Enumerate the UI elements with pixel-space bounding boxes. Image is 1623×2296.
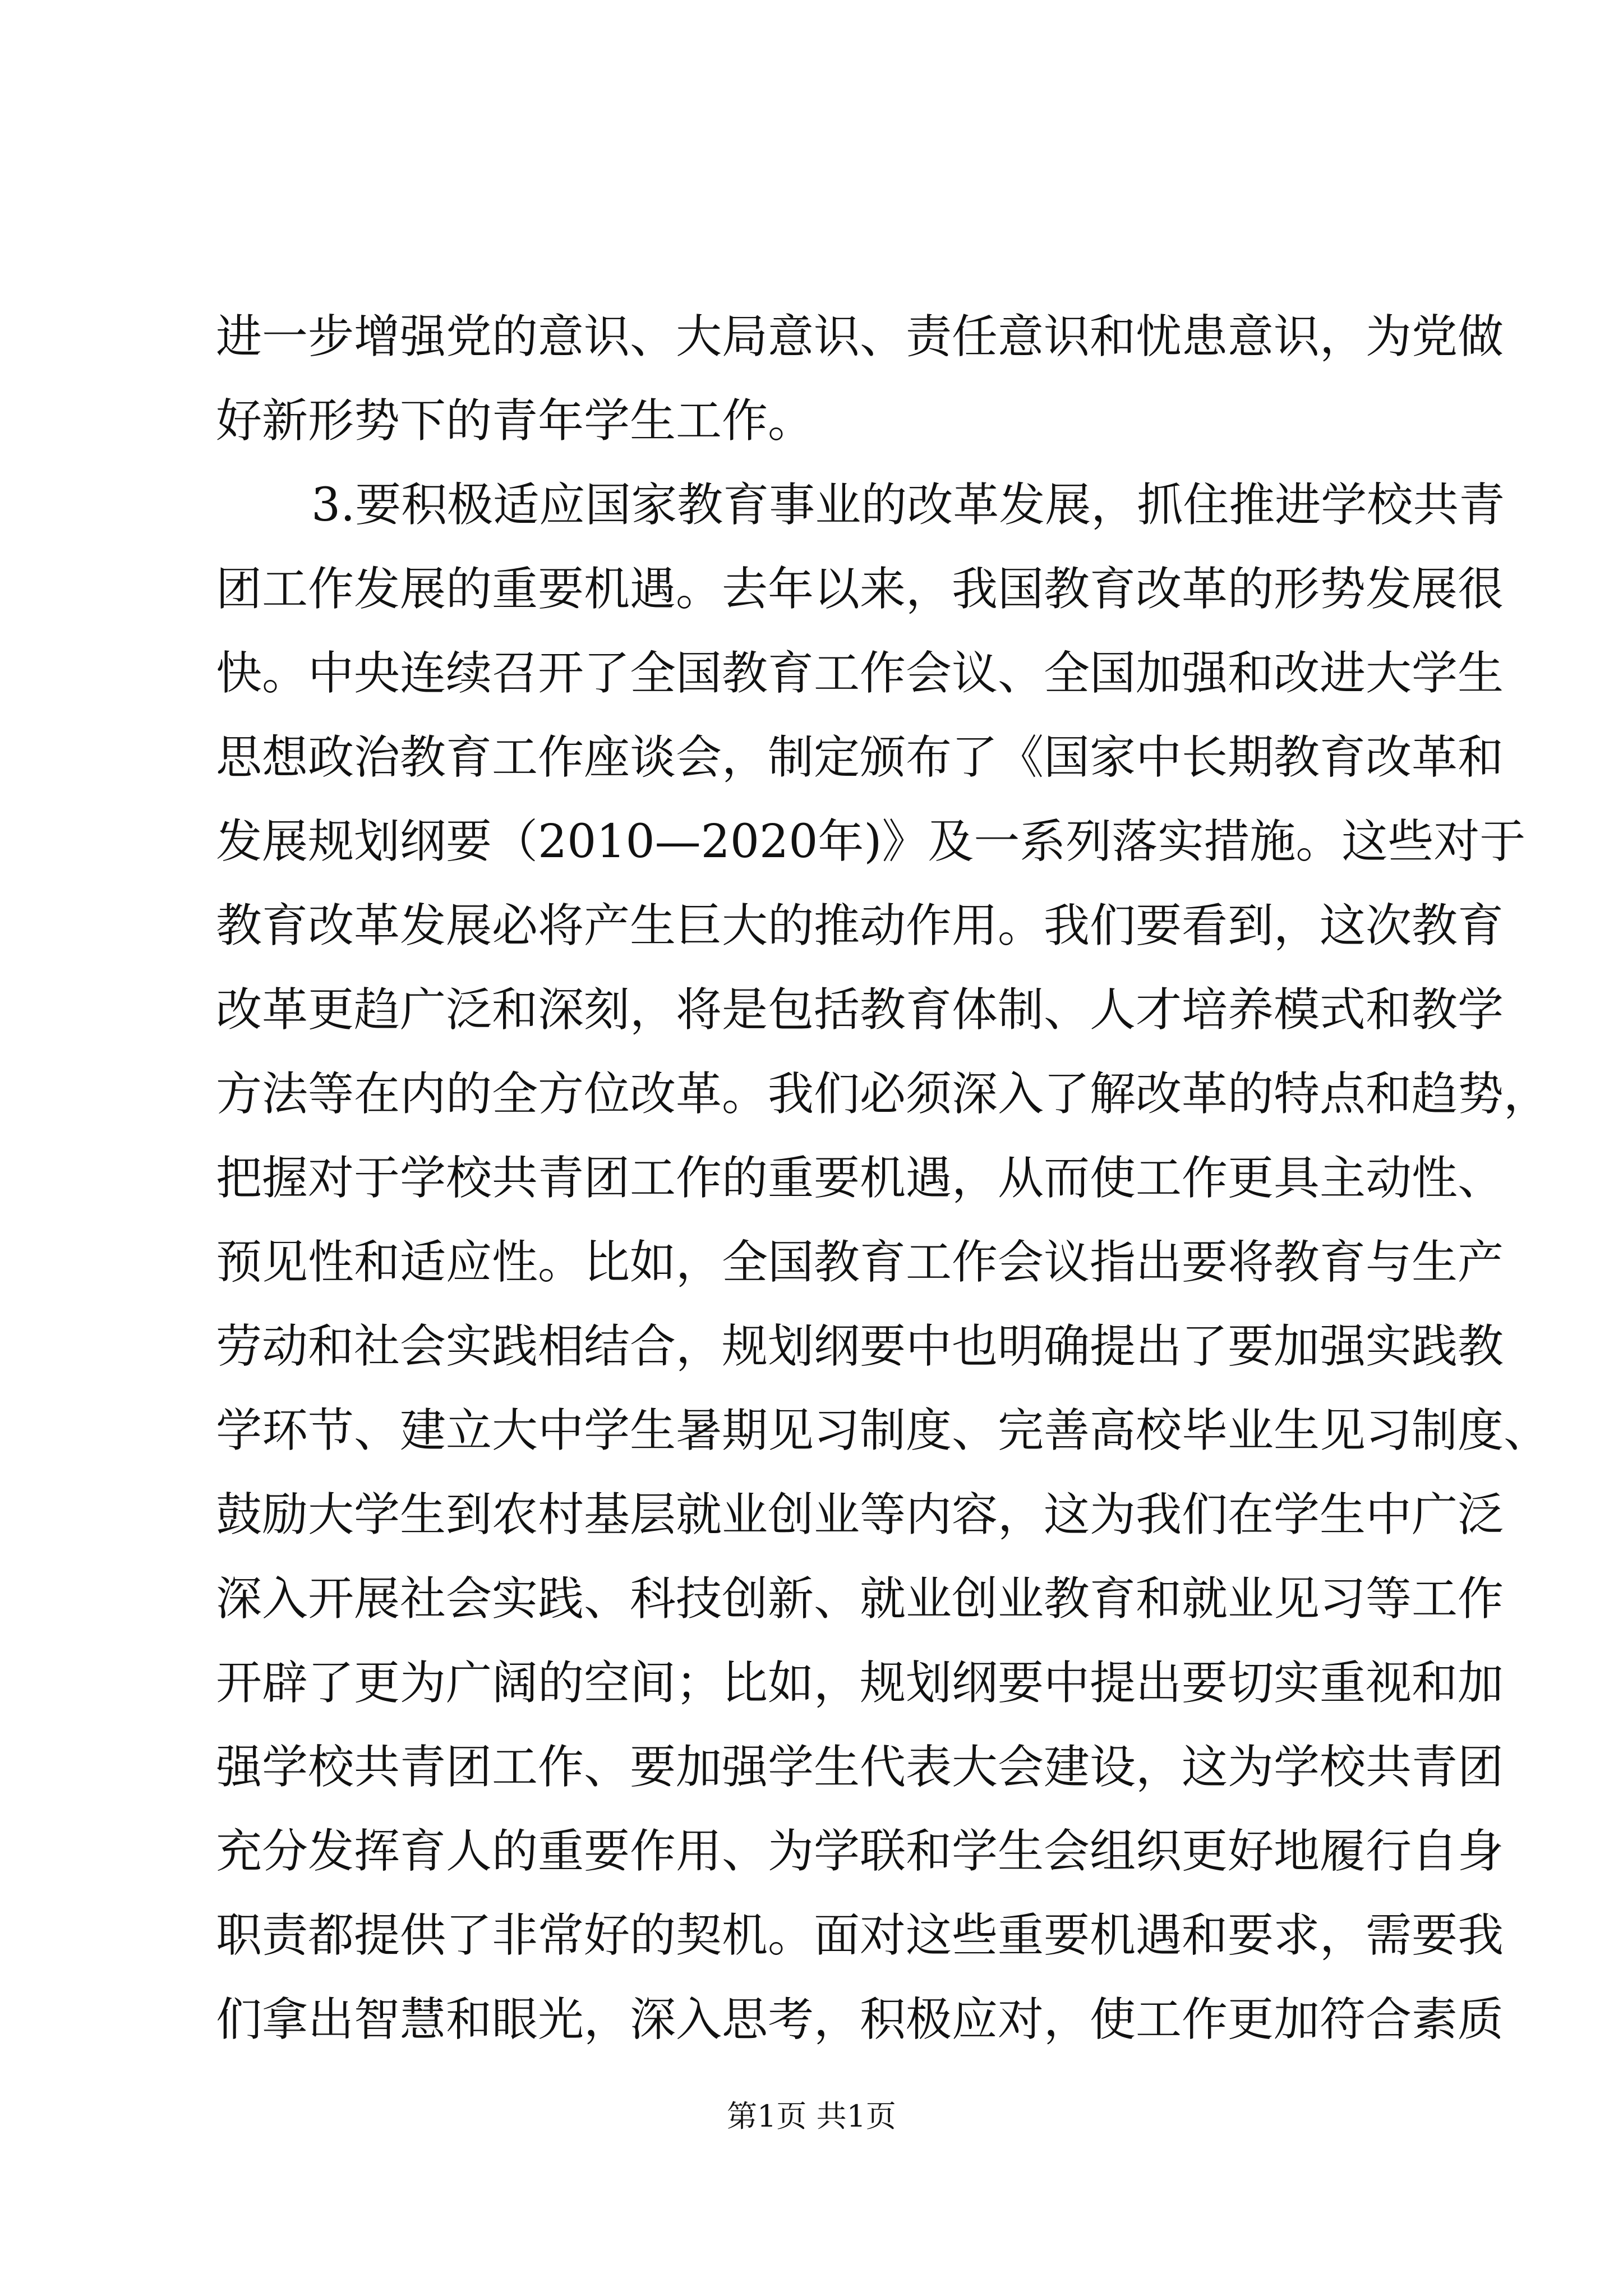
text-line: 方法等在内的全方位改革。我们必须深入了解改革的特点和趋势，	[216, 1068, 1550, 1121]
text-line: 强学校共青团工作、要加强学生代表大会建设，这为学校共青团	[216, 1741, 1504, 1794]
text-line: 进一步增强党的意识、大局意识、责任意识和忧患意识，为党做	[216, 310, 1504, 364]
document-body	[216, 295, 1550, 2062]
text-line: 好新形势下的青年学生工作。	[216, 394, 814, 448]
text-line: 们拿出智慧和眼光，深入思考，积极应对，使工作更加符合素质	[216, 1993, 1504, 2046]
text-line: 深入开展社会实践、科技创新、就业创业教育和就业见习等工作	[216, 1572, 1504, 1626]
page-number-label: 第1页 共1页	[727, 2099, 896, 2134]
text-line: 学环节、建立大中学生暑期见习制度、完善高校毕业生见习制度、	[216, 1404, 1550, 1457]
text-line: 职责都提供了非常好的契机。面对这些重要机遇和要求，需要我	[216, 1909, 1504, 1962]
text-line: 把握对于学校共青团工作的重要机遇，从而使工作更具主动性、	[216, 1152, 1504, 1205]
text-line: 发展规划纲要（2010—2020年)》及一系列落实措施。这些对于	[216, 815, 1526, 868]
text-line: 开辟了更为广阔的空间；比如，规划纲要中提出要切实重视和加	[216, 1657, 1504, 1710]
text-line: 思想政治教育工作座谈会，制定颁布了《国家中长期教育改革和	[216, 731, 1504, 784]
text-line: 3.要积极适应国家教育事业的改革发展，抓住推进学校共青	[311, 478, 1505, 532]
page-footer	[0, 2097, 1623, 2136]
text-line: 团工作发展的重要机遇。去年以来，我国教育改革的形势发展很	[216, 563, 1504, 616]
text-line: 充分发挥育人的重要作用、为学联和学生会组织更好地履行自身	[216, 1825, 1504, 1878]
text-line: 预见性和适应性。比如，全国教育工作会议指出要将教育与生产	[216, 1236, 1504, 1289]
text-line: 鼓励大学生到农村基层就业创业等内容，这为我们在学生中广泛	[216, 1488, 1504, 1542]
text-line: 改革更趋广泛和深刻，将是包括教育体制、人才培养模式和教学	[216, 983, 1504, 1037]
text-line: 劳动和社会实践相结合，规划纲要中也明确提出了要加强实践教	[216, 1320, 1504, 1373]
text-line: 快。中央连续召开了全国教育工作会议、全国加强和改进大学生	[216, 647, 1504, 700]
text-line: 教育改革发展必将产生巨大的推动作用。我们要看到，这次教育	[216, 899, 1504, 953]
